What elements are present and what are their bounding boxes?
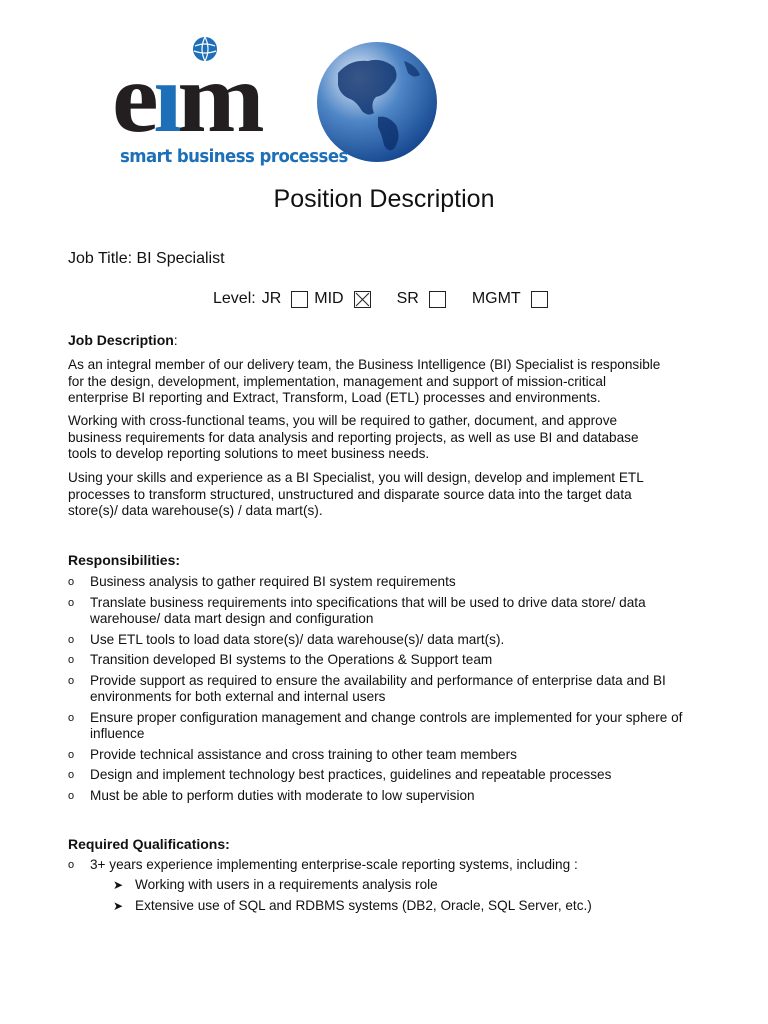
bullet-icon: o [68, 789, 75, 802]
qualifications-list [68, 857, 708, 878]
bullet-icon: o [68, 633, 75, 646]
list-item: o Translate business requirements into specifications that will be used to drive data store/ data warehouse/ data mart design and configuration [68, 594, 646, 626]
level-option-mgmt-label: MGMT [471, 290, 521, 307]
bullet-icon: o [68, 576, 75, 588]
level-jr-checkbox[interactable] [291, 291, 308, 308]
sub-list-item: ➤ Extensive use of SQL and RDBMS systems (DB2, Oracle, SQL Server, etc.) [113, 897, 592, 913]
job-title: Job Title: BI Specialist [68, 250, 225, 267]
level-sr-checkbox[interactable] [429, 291, 446, 308]
list-item: o Use ETL tools to load data store(s)/ data warehouse(s)/ data mart(s). [68, 631, 505, 647]
list-item: o 3+ years experience implementing enterprise-scale reporting systems, including : [68, 857, 578, 872]
level-row [213, 290, 548, 308]
bullet-icon: o [68, 769, 75, 781]
qualifications-heading: Required Qualifications: [68, 836, 230, 852]
list-item: o Business analysis to gather required BI system requirements [68, 574, 456, 589]
qualifications-sub-list [113, 877, 713, 918]
bullet-icon: o [68, 674, 75, 687]
bullet-icon: o [68, 859, 75, 871]
sub-list-item: ➤ Working with users in a requirements analysis role [113, 877, 438, 892]
arrow-bullet-icon: ➤ [113, 878, 124, 892]
checkmark-x-icon [355, 292, 370, 307]
level-option-mid-label: MID [314, 290, 344, 307]
bullet-icon: o [68, 654, 75, 666]
list-item: o Must be able to perform duties with moderate to low supervision [68, 787, 475, 803]
logo-wordmark: eım [112, 42, 260, 153]
level-mid-checkbox[interactable] [354, 291, 371, 308]
level-option-jr-label: JR [261, 290, 282, 307]
list-item: o Provide support as required to ensure the availability and performance of enterprise data and BI environments for both external and internal users [68, 672, 666, 704]
list-item: o Transition developed BI systems to the Operations & Support team [68, 652, 493, 667]
job-description-paragraph-3: Using your skills and experience as a BI Specialist, you will design, develop and implement ETL processes to transform structured, unstructured and disparate source data into the target data store(s)/ data warehouse(s) / data mart(s). [68, 470, 644, 518]
job-description-heading: Job Description: [68, 332, 178, 348]
responsibilities-heading: Responsibilities: [68, 552, 181, 568]
level-mgmt-checkbox[interactable] [531, 291, 548, 308]
list-item: o Design and implement technology best practices, guidelines and repeatable processes [68, 767, 612, 782]
job-description-paragraph-1: As an integral member of our delivery team, the Business Intelligence (BI) Specialist is responsible for the design, development, implementation, management and support of mission-critical enterprise BI reporting and Extract, Transform, Load (ETL) processes and environments. [68, 357, 661, 405]
company-logo [112, 36, 442, 171]
bullet-icon: o [68, 596, 75, 609]
bullet-icon: o [68, 711, 75, 724]
logo-tagline: smart business processes [120, 146, 348, 167]
level-label: Level: [213, 290, 256, 307]
job-description-paragraph-2: Working with cross-functional teams, you will be required to gather, document, and approve business requirements for data analysis and reporting projects, as well as use BI and database tools to develop reporting solutions to meet business needs. [68, 413, 639, 461]
responsibilities-list [68, 574, 708, 808]
list-item: o Provide technical assistance and cross training to other team members [68, 746, 517, 762]
list-item: o Ensure proper configuration management and change controls are implemented for your sphere of influence [68, 709, 683, 741]
level-option-sr-label: SR [396, 290, 419, 307]
globe-icon [316, 41, 438, 163]
arrow-bullet-icon: ➤ [113, 898, 124, 913]
page-title: Position Description [273, 185, 495, 213]
bullet-icon: o [68, 748, 75, 761]
